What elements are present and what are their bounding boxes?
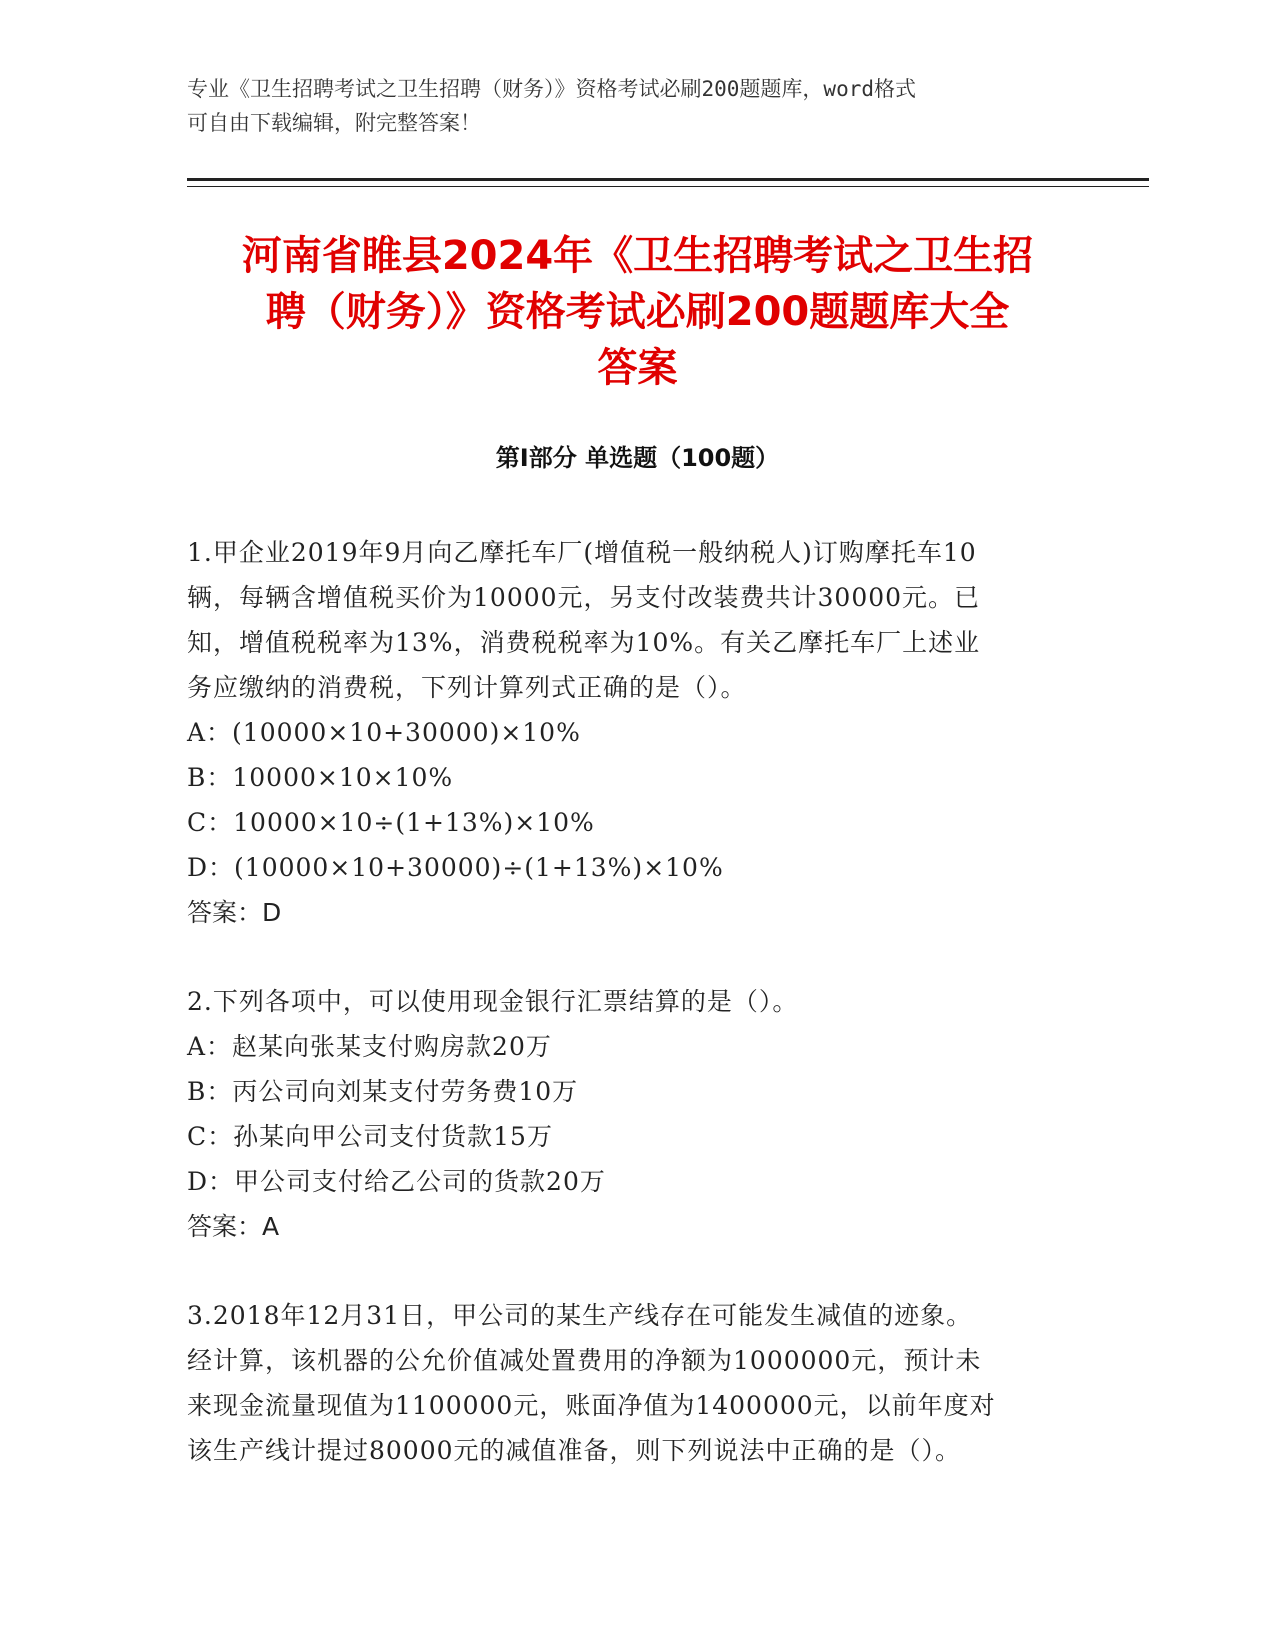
document-title — [180, 228, 1095, 396]
question-stem-line: 1.甲企业2019年9月向乙摩托车厂(增值税一般纳税人)订购摩托车10 — [187, 538, 977, 567]
answer-line: 答案：D — [187, 898, 282, 927]
question-stem-line: 该生产线计提过80000元的减值准备，则下列说法中正确的是（）。 — [187, 1436, 962, 1465]
header-divider-thin — [187, 186, 1149, 187]
question-3 — [187, 1293, 1067, 1473]
option-a: A：赵某向张某支付购房款20万 — [187, 1032, 552, 1061]
question-stem-line: 经计算，该机器的公允价值减处置费用的净额为1000000元，预计未 — [187, 1346, 982, 1375]
title-line-3: 答案 — [597, 345, 678, 391]
question-stem-line: 辆，每辆含增值税买价为10000元，另支付改装费共计30000元。已 — [187, 583, 981, 612]
section-heading: 第Ⅰ部分 单选题（100题） — [495, 444, 780, 472]
title-line-1: 河南省睢县2024年《卫生招聘考试之卫生招 — [241, 233, 1034, 279]
option-d: D：(10000×10+30000)÷(1+13%)×10% — [187, 853, 724, 882]
option-b: B：10000×10×10% — [187, 763, 454, 792]
header-note-line-1: 专业《卫生招聘考试之卫生招聘（财务）》资格考试必刷200题题库，word格式 — [187, 77, 916, 101]
option-b: B：丙公司向刘某支付劳务费10万 — [187, 1077, 579, 1106]
option-d: D：甲公司支付给乙公司的货款20万 — [187, 1167, 606, 1196]
header-divider-thick — [187, 178, 1149, 181]
header-note-line-2: 可自由下载编辑，附完整答案！ — [187, 111, 481, 135]
question-stem-line: 3.2018年12月31日，甲公司的某生产线存在可能发生减值的迹象。 — [187, 1301, 973, 1330]
question-stem-line: 2.下列各项中，可以使用现金银行汇票结算的是（）。 — [187, 987, 799, 1016]
option-a: A：(10000×10+30000)×10% — [187, 718, 581, 747]
header-note — [187, 72, 1067, 140]
question-stem-line: 来现金流量现值为1100000元，账面净值为1400000元，以前年度对 — [187, 1391, 996, 1420]
question-stem-line: 知，增值税税率为13%，消费税税率为10%。有关乙摩托车厂上述业 — [187, 628, 981, 657]
option-c: C：10000×10÷(1+13%)×10% — [187, 808, 595, 837]
question-list — [187, 530, 1067, 1517]
title-line-2: 聘（财务）》资格考试必刷200题题库大全 — [265, 289, 1010, 335]
question-stem-line: 务应缴纳的消费税，下列计算列式正确的是（）。 — [187, 673, 747, 702]
answer-line: 答案：A — [187, 1212, 280, 1241]
question-1 — [187, 530, 1067, 935]
question-2 — [187, 979, 1067, 1249]
option-c: C：孙某向甲公司支付货款15万 — [187, 1122, 553, 1151]
